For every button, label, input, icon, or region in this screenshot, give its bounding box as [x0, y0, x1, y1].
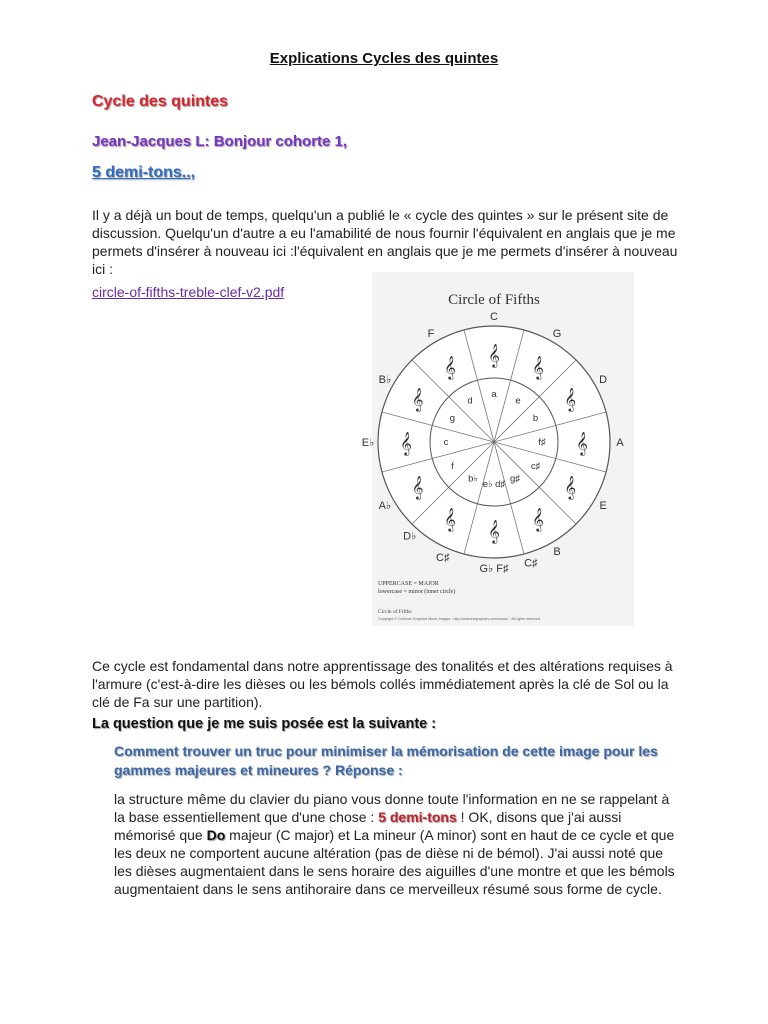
- treble-clef-icon: 𝄞: [532, 507, 544, 532]
- author-greeting: Jean-Jacques L: Bonjour cohorte 1,: [92, 133, 348, 150]
- minor-key-label: g♯: [509, 473, 521, 485]
- answer-text-part-3: majeur (C major) et La mineur (A minor) sont en haut de ce cycle et que les deux ne comportent aucune altération (pas de dièse ni de bémol). J'ai aussi noté que les dièses augmentaient dans le sens horaire des aiguilles d'une montre et que les bémols augmentaient dans le sens antihoraire dans ce merveilleux résumé sous forme de cycle.: [114, 827, 675, 897]
- minor-key-label: g: [449, 413, 456, 424]
- circle-of-fifths-figure: [361, 272, 634, 626]
- major-key-label: B♭: [378, 374, 392, 386]
- treble-clef-icon: 𝄞: [564, 475, 577, 499]
- major-key-label: C♯: [524, 557, 538, 570]
- answer-paragraph: [114, 790, 682, 898]
- minor-key-label: f♯: [538, 437, 546, 448]
- figure-copyright: Copyright © Cedrone Graphics Music Images · http://cedronegraphics.com/music/ · All rights reserved.: [378, 617, 542, 621]
- question-heading: La question que je me suis posée est la suivante :: [92, 716, 437, 732]
- major-key-label: D: [599, 374, 608, 386]
- circle-of-fifths-diagram: [361, 272, 634, 626]
- major-key-label: E: [599, 500, 607, 512]
- minor-key-label: c: [443, 437, 449, 448]
- minor-key-label: a: [491, 389, 497, 400]
- major-key-label: C: [490, 311, 498, 323]
- answer-text-part-1: la structure même du clavier du piano vous donne toute l'information en ne se rappelant à la base essentiellement que d'une chose :: [114, 791, 670, 825]
- minor-key-label: e: [515, 395, 521, 407]
- do-highlight: Do: [206, 827, 226, 843]
- answer-heading: Comment trouver un truc pour minimiser la mémorisation de cette image pour les gammes majeures et mineures ? Réponse :: [114, 743, 658, 778]
- answer-text-part-2: ! OK, disons que j'ai aussi mémorisé que: [114, 809, 622, 843]
- figure-title: Circle of Fifths: [448, 292, 540, 308]
- cycle-explanation-paragraph: Ce cycle est fondamental dans notre apprentissage des tonalités et des altérations requises à l'armure (c'est-à-dire les dièses ou les bémols collés immédiatement après la clé de Sol ou la clé de Fa sur une partition).: [92, 658, 673, 710]
- pdf-link[interactable]: circle-of-fifths-treble-clef-v2.pdf: [92, 284, 285, 300]
- minor-key-label: b: [532, 413, 539, 424]
- figure-caption: Circle of Fifths: [378, 609, 412, 615]
- document-title: Explications Cycles des quintes: [269, 50, 499, 67]
- treble-clef-icon: 𝄞: [400, 431, 412, 455]
- treble-clef-icon: 𝄞: [411, 387, 424, 411]
- minor-key-label: c♯: [530, 461, 541, 472]
- five-semitones-highlight: 5 demi-tons: [378, 809, 457, 825]
- major-key-label: D♭: [403, 530, 417, 543]
- major-key-label: A: [616, 437, 624, 449]
- treble-clef-icon: 𝄞: [488, 343, 500, 367]
- treble-clef-icon: 𝄞: [411, 475, 424, 499]
- major-key-label: F: [427, 327, 435, 340]
- intro-paragraph: Il y a déjà un bout de temps, quelqu'un a publié le « cycle des quintes » sur le présent site de discussion. Quelqu'un d'autre a eu l'amabilité de nous fournir l'équivalent en anglais que je me permets d'insérer à nouveau ici :l'équivalent en anglais que je me permets d'insérer à nouveau ici :: [92, 207, 678, 277]
- major-key-label: G: [552, 327, 562, 340]
- major-key-label: A♭: [378, 500, 392, 512]
- treble-clef-icon: 𝄞: [532, 354, 544, 379]
- minor-key-label: d: [467, 395, 473, 407]
- legend-major: UPPERCASE = MAJOR: [378, 581, 439, 587]
- treble-clef-icon: 𝄞: [444, 507, 456, 532]
- major-key-label: B: [553, 546, 561, 559]
- minor-key-label: b♭: [468, 473, 478, 485]
- treble-clef-icon: 𝄞: [488, 519, 500, 543]
- subheading-demi-tons[interactable]: 5 demi-tons..,: [92, 164, 196, 181]
- section-heading: Cycle des quintes: [92, 93, 229, 110]
- treble-clef-icon: 𝄞: [576, 431, 588, 455]
- major-key-label: C♯: [436, 552, 450, 565]
- minor-key-label: f: [451, 461, 454, 472]
- major-key-label: G♭ F♯: [479, 563, 509, 575]
- treble-clef-icon: 𝄞: [564, 387, 577, 411]
- major-key-label: E♭: [361, 437, 375, 449]
- treble-clef-icon: 𝄞: [444, 354, 456, 379]
- minor-key-label: e♭ d♯: [482, 479, 506, 490]
- legend-minor: lowercase = minor (inner circle): [378, 589, 456, 595]
